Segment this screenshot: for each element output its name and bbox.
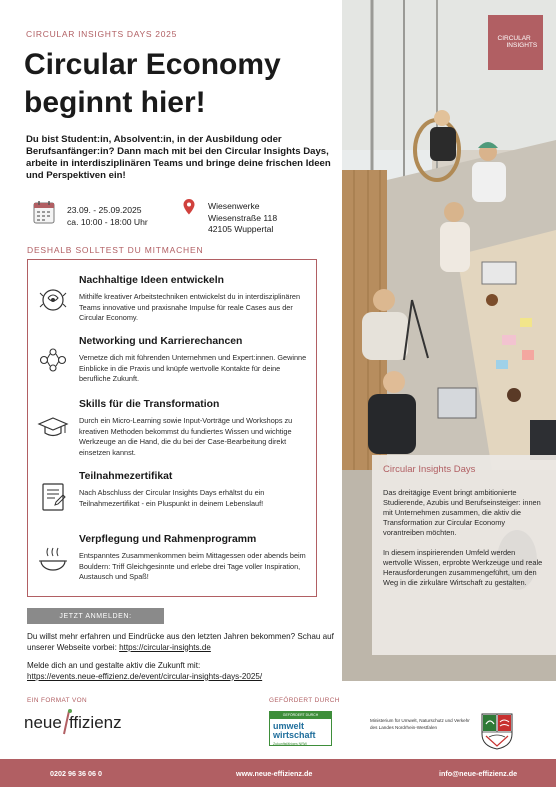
uw-logo-line2: wirtschaft: [273, 730, 316, 740]
umweltwirtschaft-logo: [269, 711, 332, 746]
certificate-icon: [36, 480, 70, 514]
benefit-text: Nach Abschluss der Circular Insights Days erhältst du ein Teilnahmezertifikat - ein Pluspunkt in deinem Lebenslauf!: [79, 488, 265, 508]
benefits-box: [27, 259, 317, 597]
more-info-text: [27, 632, 347, 653]
more-info-description: Du willst mehr erfahren und Eindrücke aus den letzten Jahren bekommen? Schau auf unserer Webseite vorbei:: [27, 632, 334, 652]
page-title-line2: beginnt hier!: [24, 86, 206, 119]
format-label: EIN FORMAT VON: [27, 697, 88, 704]
calendar-icon: [33, 200, 55, 224]
info-panel-paragraph-2: In diesem inspirierenden Umfeld werden wertvolle Wissen, erprobte Werkzeuge und reale Herausforderungen zusammengeführt, um den Weg in die zirkuläre Wirtschaft zu gestalten.: [383, 548, 543, 587]
website-link[interactable]: https://circular-insights.de: [119, 642, 211, 652]
page-title-line1: Circular Economy: [24, 48, 281, 81]
ministry-text: Ministerium für Umwelt, Naturschutz und Verkehr des Landes Nordrhein-Westfalen: [370, 718, 470, 730]
signup-description: Melde dich an und gestalte aktiv die Zukunft mit:: [27, 661, 201, 670]
register-now-button[interactable]: JETZT ANMELDEN:: [27, 608, 164, 624]
footer-bar: [0, 759, 556, 787]
signup-text: [27, 661, 347, 682]
circular-insights-logo: [488, 15, 543, 70]
signup-link[interactable]: https://events.neue-effizienz.de/event/circular-insights-days-2025/: [27, 671, 263, 681]
uw-logo-main: [270, 719, 331, 740]
benefit-text: Vernetze dich mit führenden Unternehmen und Expert:innen. Gewinne Einblicke in die Praxis und knüpfe wertvolle Kontakte für deine berufliche Zukunft.: [79, 353, 307, 383]
logo-line2: INSIGHTS: [506, 41, 538, 49]
neue-effizienz-logo: [24, 707, 134, 737]
venue-street: Wiesenstraße 118: [208, 212, 278, 223]
benefit-text: Durch ein Micro-Learning sowie Input-Vorträge und Workshops zu kreativen Methoden bekommst du fundiertes Wissen und wichtige Werkzeuge an die Hand, die du bei der Case-Bearbeitung direkt einsetzen kannst.: [79, 416, 293, 457]
info-panel: [372, 455, 556, 655]
network-icon: [36, 343, 70, 377]
benefit-title: Networking und Karrierechancen: [79, 336, 243, 347]
benefit-text: Entspanntes Zusammenkommen beim Mittagessen oder abends beim Bouldern: Triff Gleichgesinnte und erlebe drei Tage voller Inspiration, Austausch und Spaß!: [79, 551, 306, 581]
venue-name: Wiesenwerke: [208, 201, 260, 211]
nrw-coat-of-arms-icon: [480, 712, 514, 750]
benefits-title: DESHALB SOLLTEST DU MITMACHEN: [27, 245, 204, 255]
benefit-title: Teilnahmezertifikat: [79, 471, 173, 482]
logo-line1: CIRCULAR: [497, 34, 531, 42]
uw-logo-sub: Zukunftsfähiges NRW: [273, 742, 307, 746]
neue-effizienz-logo-part1: neue: [24, 713, 62, 732]
page-title: [24, 46, 336, 122]
event-time: ca. 10:00 - 18:00 Uhr: [67, 216, 148, 227]
graduation-cap-icon: [36, 411, 70, 445]
footer-email[interactable]: info@neue-effizienz.de: [439, 769, 518, 778]
info-panel-paragraph-1: Das dreitägige Event bringt ambitionierte Studierende, Azubis und Berufseinsteiger: innen mit Unternehmen zusammen, die aktiv die Transformation zur Circular Economy vorantreiben möchten.: [383, 488, 541, 537]
benefit-text: Mithilfe kreativer Arbeitstechniken entwickelst du in interdisziplinären Teams innovative und praxisnahe Impulse für reale Cases aus der Circular Economy.: [79, 292, 301, 322]
benefit-title: Verpflegung und Rahmenprogramm: [79, 534, 257, 545]
uw-logo-line1: umwelt: [273, 721, 305, 731]
footer-website[interactable]: www.neue-effizienz.de: [236, 769, 313, 778]
uw-logo-top: GEFÖRDERT DURCH: [270, 712, 331, 719]
map-pin-icon: [183, 199, 195, 215]
info-panel-title: Circular Insights Days: [383, 464, 476, 475]
event-eyebrow: CIRCULAR INSIGHTS DAYS 2025: [26, 29, 178, 39]
funded-label: GEFÖRDERT DURCH: [269, 697, 340, 704]
venue-city: 42105 Wuppertal: [208, 224, 274, 234]
benefit-title: Nachhaltige Ideen entwickeln: [79, 275, 224, 286]
ideas-icon: [36, 283, 70, 317]
food-icon: [36, 541, 70, 575]
footer-phone[interactable]: 0202 96 36 06 0: [50, 769, 102, 778]
intro-text: Du bist Student:in, Absolvent:in, in der Ausbildung oder Berufsanfänger:in? Dann mach mit bei den Circular Insights Days, arbeite in interdisziplinären Teams und bringe deine frischen Ideen und Perspektiven ein!: [26, 134, 331, 181]
benefit-title: Skills für die Transformation: [79, 399, 220, 410]
neue-effizienz-logo-part2: ffizienz: [69, 713, 122, 732]
event-date: 23.09. - 25.09.2025: [67, 205, 142, 215]
